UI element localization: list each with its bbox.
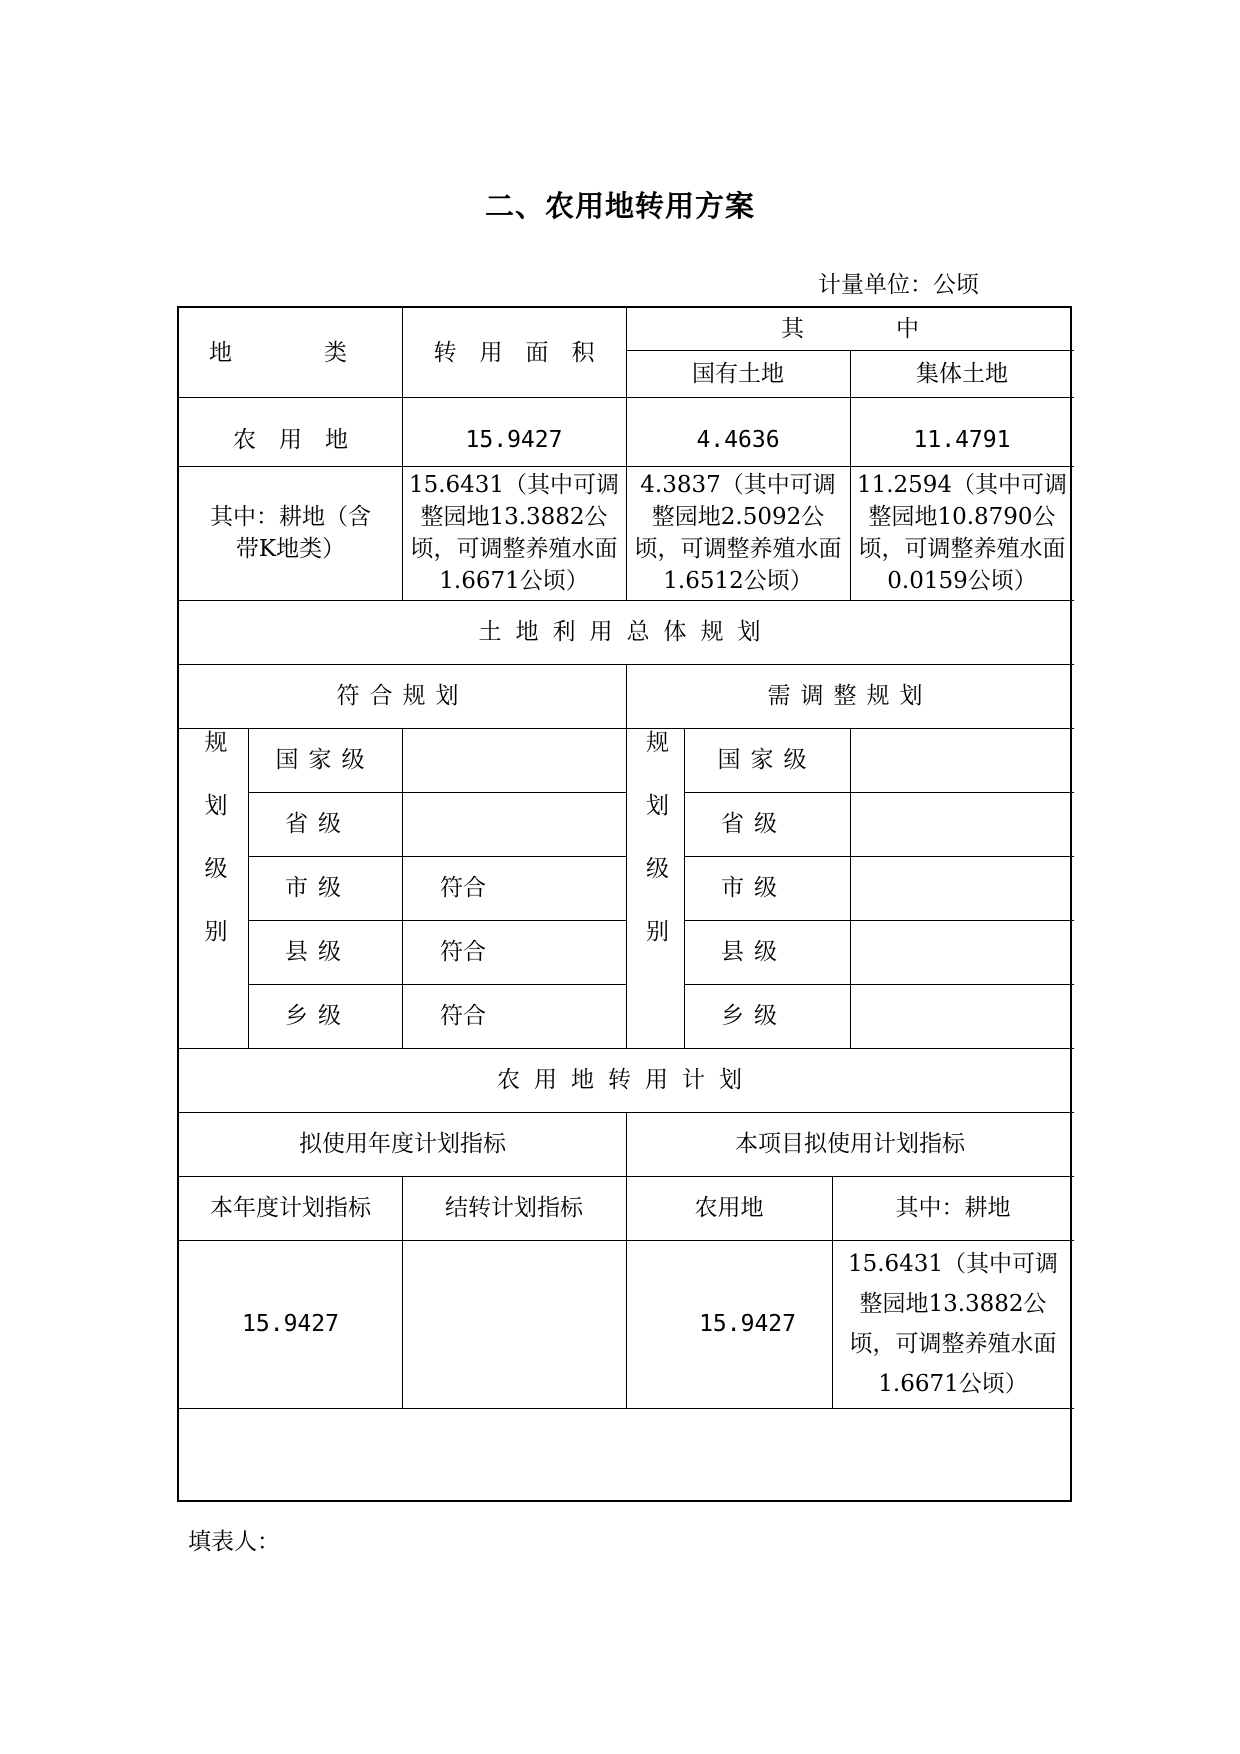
adjust-value-provincial [850, 792, 1074, 856]
adjust-value-national [850, 728, 1074, 792]
farmland-state-land: 4.4636 [696, 426, 780, 453]
conforms-level-township: 乡级 [285, 1003, 351, 1029]
needs-adjust-title: 需调整规划 [767, 683, 933, 709]
cultivated-quota-value: 15.6431（其中可调整园地13.3882公顷，可调整养殖水面1.6671公顷） [847, 1251, 1059, 1397]
cultivated-state-land: 4.3837（其中可调整园地2.5092公顷，可调整养殖水面1.6512公顷） [634, 472, 842, 594]
header-collective-land: 集体土地 [916, 360, 1008, 387]
conforms-value-municipal: 符合 [440, 875, 486, 901]
col-current-year: 本年度计划指标 [210, 1195, 371, 1221]
col-cultivated: 其中：耕地 [895, 1195, 1011, 1221]
header-land-type: 地 类 [209, 339, 347, 366]
conforms-value-provincial [402, 792, 626, 856]
conforms-title: 符合规划 [336, 683, 469, 709]
carryover-value [402, 1240, 626, 1408]
cultivated-label: 其中：耕地（含带K地类） [210, 504, 371, 562]
conforms-value-national [402, 728, 626, 792]
adjust-value-county [850, 920, 1074, 984]
unit-label: 计量单位：公顷 [818, 272, 979, 298]
adjust-level-county: 县级 [721, 939, 787, 965]
col-carryover: 结转计划指标 [445, 1195, 583, 1221]
farmland-label: 农 用 地 [233, 426, 348, 453]
conforms-value-township: 符合 [440, 1003, 486, 1029]
conforms-level-provincial: 省级 [285, 811, 351, 837]
adjust-level-label: 规划级别 [642, 730, 668, 982]
conforms-level-county: 县级 [285, 939, 351, 965]
conforms-level-national: 国家级 [275, 747, 375, 773]
conforms-value-county: 符合 [440, 939, 486, 965]
header-converted-area: 转 用 面 积 [433, 339, 595, 366]
cultivated-collective-land: 11.2594（其中可调整园地10.8790公顷，可调整养殖水面0.0159公顷） [856, 472, 1068, 594]
adjust-level-national: 国家级 [717, 747, 817, 773]
adjust-level-township: 乡级 [721, 1003, 787, 1029]
current-year-value: 15.9427 [242, 1311, 339, 1337]
project-quota-title: 本项目拟使用计划指标 [735, 1131, 965, 1157]
adjust-level-municipal: 市级 [721, 875, 787, 901]
annual-quota-title: 拟使用年度计划指标 [299, 1131, 506, 1157]
conforms-level-municipal: 市级 [285, 875, 351, 901]
header-of-which: 其 中 [781, 316, 919, 342]
header-state-land: 国有土地 [692, 360, 784, 387]
conversion-table [177, 306, 1072, 1502]
adjust-value-township [850, 984, 1074, 1048]
farmland-collective-land: 11.4791 [913, 426, 1011, 453]
adjust-value-municipal [850, 856, 1074, 920]
conforms-level-label: 规划级别 [200, 730, 227, 982]
planning-section-title: 土地利用总体规划 [478, 619, 775, 645]
conversion-plan-title: 农用地转用计划 [497, 1067, 756, 1093]
farmland-quota-value: 15.9427 [699, 1311, 796, 1337]
filler-label: 填表人： [188, 1529, 280, 1555]
farmland-converted-area: 15.9427 [465, 426, 563, 453]
col-farmland: 农用地 [694, 1195, 764, 1221]
page-title: 二、农用地转用方案 [484, 189, 755, 223]
adjust-level-provincial: 省级 [721, 811, 787, 837]
cultivated-converted-area: 15.6431（其中可调整园地13.3882公顷，可调整养殖水面1.6671公顷） [408, 472, 620, 594]
